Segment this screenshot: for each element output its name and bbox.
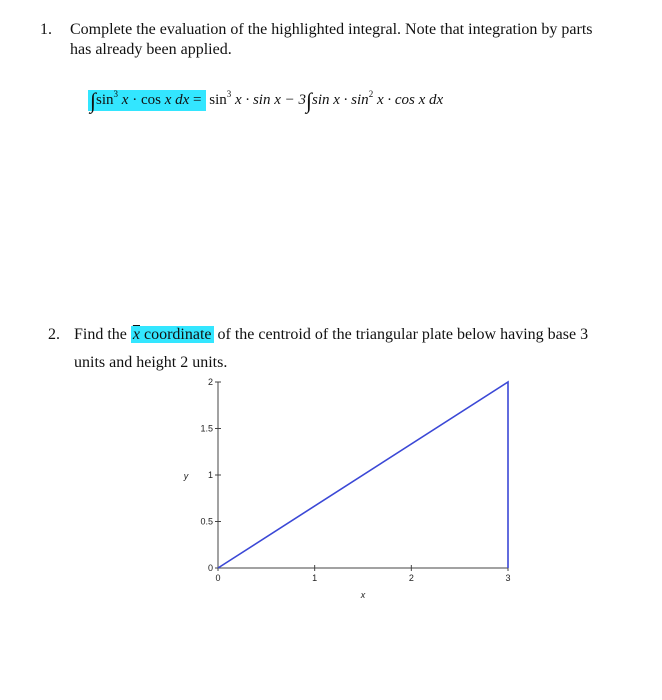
question-2-line-1 [74, 321, 588, 349]
lhs-x: x [121, 92, 129, 108]
y-axis-label: y [183, 471, 189, 481]
coordinate-word: coordinate [144, 326, 212, 343]
question-2-line-2: units and height 2 units. [74, 354, 228, 371]
rhs-exponent-3: 3 [226, 89, 232, 99]
y-tick-label: 0 [207, 563, 213, 573]
rhs-term-2: sin x · sin [312, 92, 369, 108]
y-tick-label: 0.5 [200, 516, 213, 527]
lhs-sin: sin [96, 92, 114, 108]
y-tick-label: 2 [207, 377, 213, 387]
lhs-exponent: 3 [113, 89, 119, 99]
rhs-exponent-2: 2 [368, 89, 374, 99]
rhs-term-3: x · cos x dx [376, 92, 444, 108]
question-2-text [74, 321, 588, 377]
highlighted-integral[interactable] [88, 90, 206, 111]
y-tick-label: 1 [207, 470, 213, 480]
x-tick-label: 0 [215, 573, 221, 583]
lhs-cos: · cos [132, 92, 161, 108]
x-axis-label: x [360, 590, 366, 600]
rhs-integral-sign: ∫ [305, 88, 313, 113]
question-2-number: 2. [48, 326, 60, 343]
x-tick-label: 1 [312, 573, 318, 583]
triangle-plot [170, 372, 530, 602]
axes [183, 382, 511, 600]
question-1-line-1: Complete the evaluation of the highlighted integral. Note that integration by parts [70, 21, 593, 38]
rhs-sin: sin [209, 92, 227, 108]
question-2-after: of the centroid of the triangular plate below having base 3 [217, 326, 589, 343]
question-1-text [70, 20, 593, 60]
x-bar: $\overline{x}$ [132, 326, 140, 343]
question-2-before: Find the [74, 326, 127, 343]
highlighted-xbar-coordinate[interactable] [131, 326, 214, 343]
triangle-series-line [218, 382, 508, 568]
lhs-dx: x dx [164, 92, 190, 108]
integral-sign: ∫ [90, 88, 97, 113]
question-1-number: 1. [40, 21, 52, 38]
equals-sign: = [193, 92, 202, 108]
y-tick-label: 1.5 [200, 423, 213, 434]
series [218, 382, 508, 568]
rhs-term-1: x · sin x − 3 [235, 92, 306, 108]
question-1-line-2: has already been applied. [70, 41, 232, 58]
x-tick-label: 3 [505, 573, 511, 583]
integral-equation [88, 88, 443, 114]
x-tick-label: 2 [408, 573, 414, 583]
